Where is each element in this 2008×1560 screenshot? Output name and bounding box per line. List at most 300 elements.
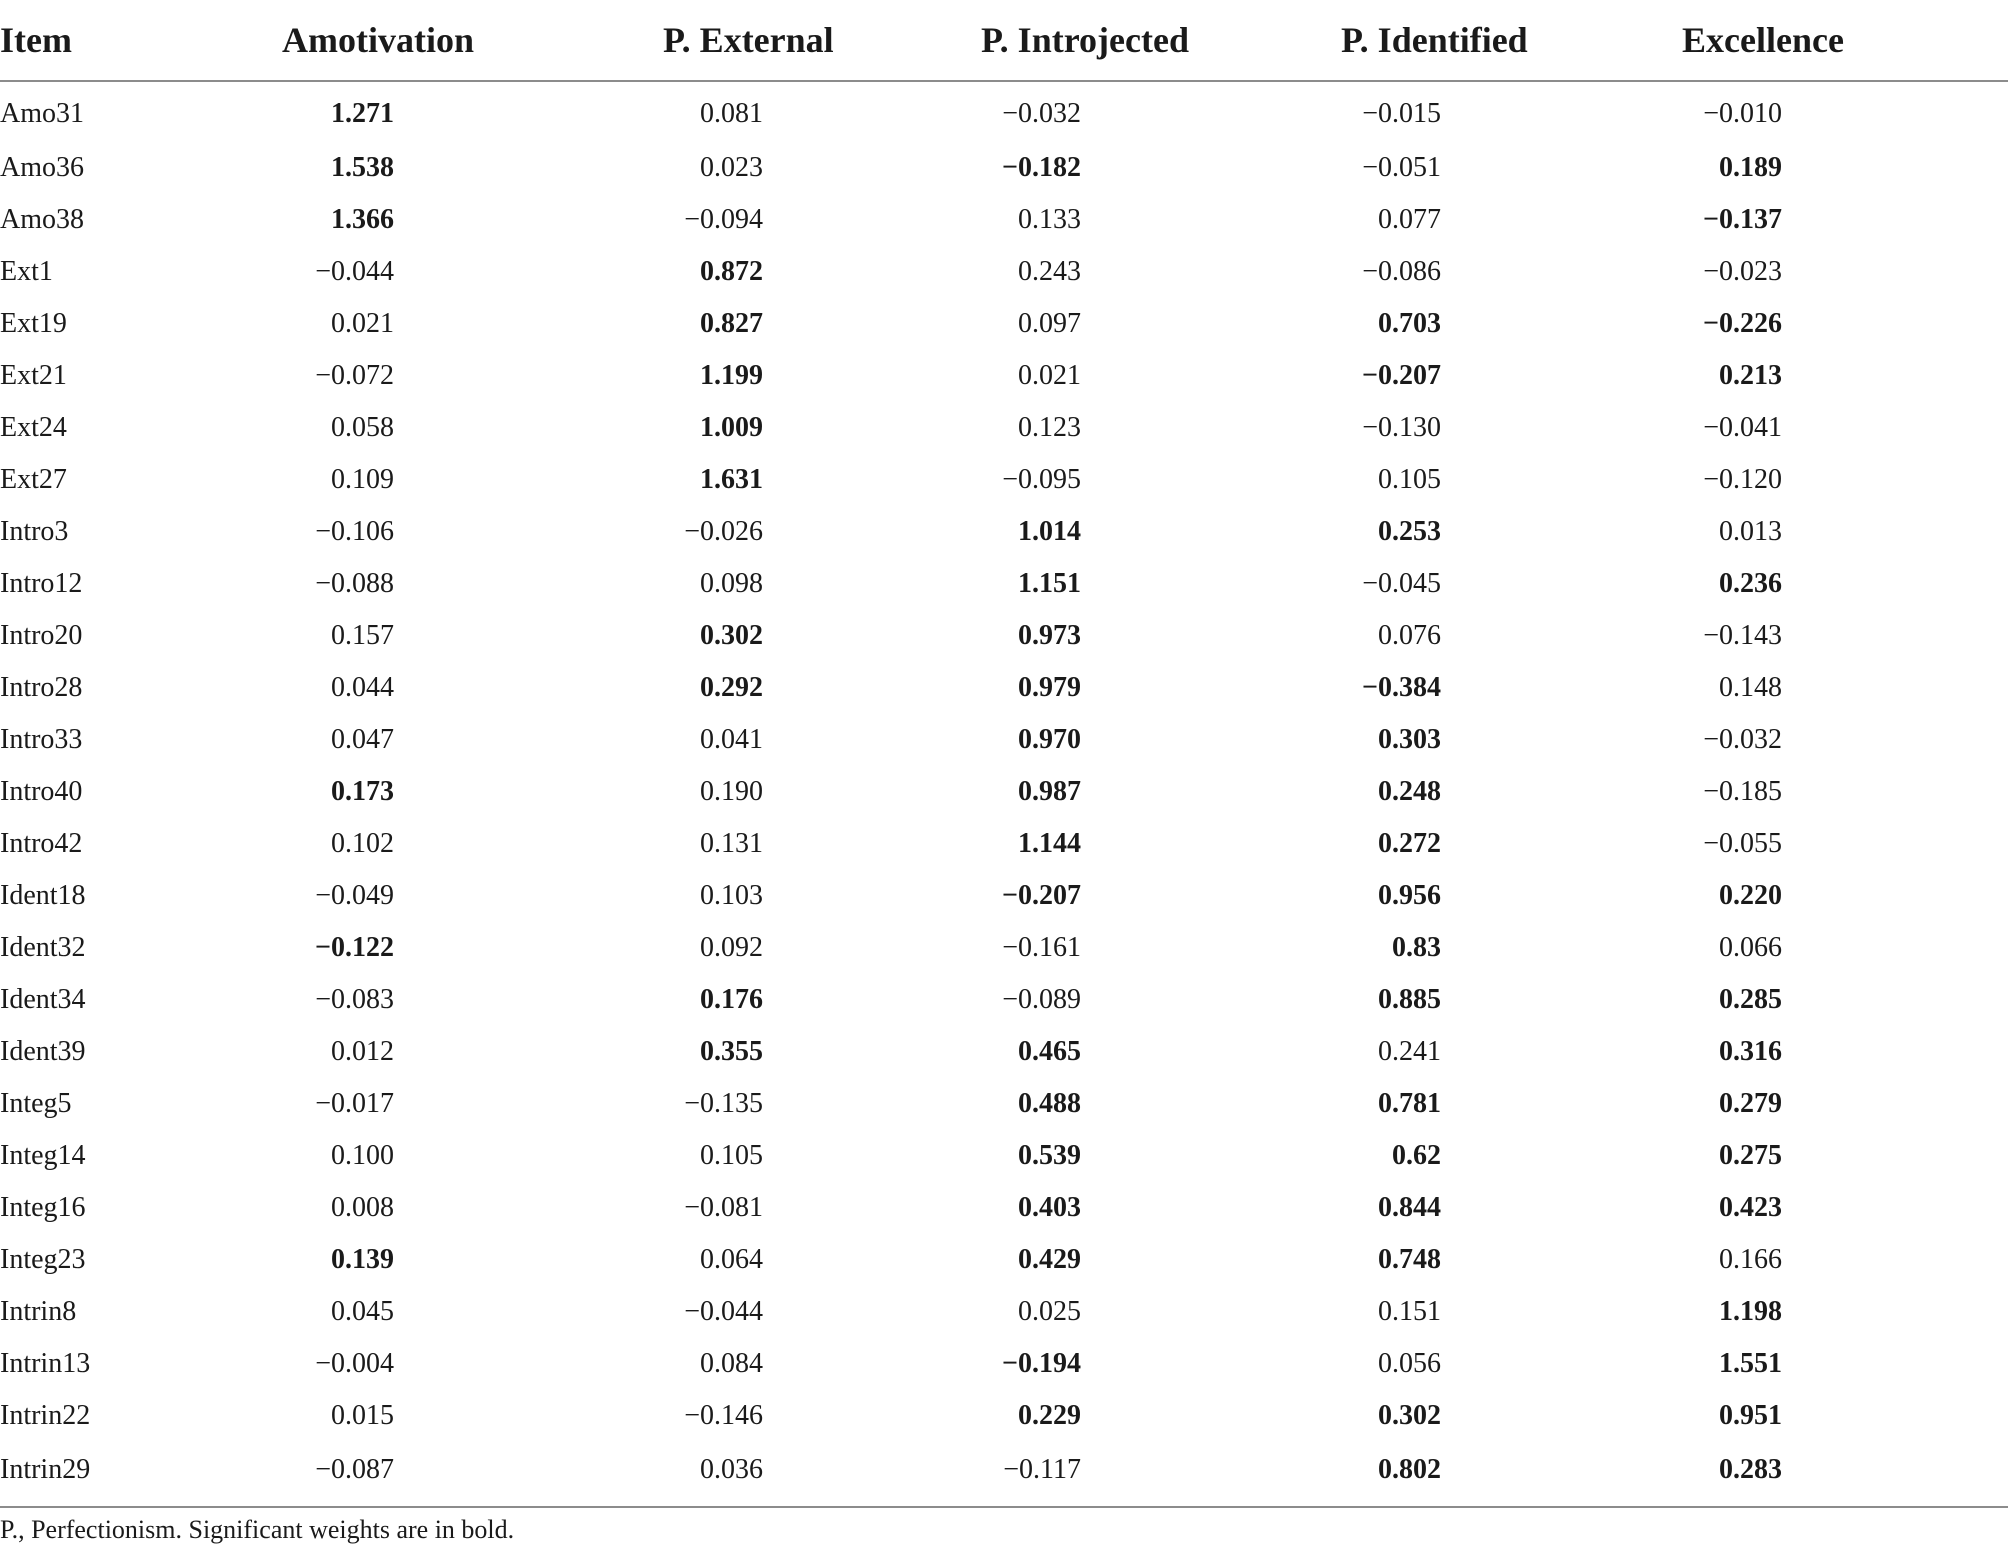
loading-value: 0.241 (1378, 1036, 1441, 1067)
loading-cell (1682, 1130, 2008, 1182)
loading-cell (282, 818, 663, 870)
loading-value: −0.089 (1002, 984, 1081, 1015)
row-item-label: Ext1 (0, 256, 53, 287)
loading-value: 0.157 (331, 620, 394, 651)
loading-cell (663, 1182, 981, 1234)
row-item-label: Ident18 (0, 880, 86, 911)
loading-value: 0.403 (1018, 1192, 1081, 1223)
loading-cell (981, 870, 1341, 922)
loading-cell (981, 974, 1341, 1026)
loading-cell (981, 1182, 1341, 1234)
loading-value: 0.844 (1378, 1192, 1441, 1223)
loading-value: −0.185 (1703, 776, 1782, 807)
loading-cell (663, 81, 981, 142)
table-row (0, 714, 2008, 766)
loading-value: 0.013 (1719, 516, 1782, 547)
loading-cell (1341, 1026, 1682, 1078)
header-excellence: Excellence (1682, 0, 2008, 81)
table-footnote: P., Perfectionism. Significant weights are in bold. (0, 1515, 515, 1544)
loading-cell (282, 558, 663, 610)
loading-value: 0.781 (1378, 1088, 1441, 1119)
loading-cell (1682, 1234, 2008, 1286)
loading-value: 0.272 (1378, 828, 1441, 859)
loading-value: −0.081 (684, 1192, 763, 1223)
loading-cell (282, 1234, 663, 1286)
loading-cell (1341, 1286, 1682, 1338)
loading-value: −0.182 (1002, 152, 1081, 183)
loading-value: −0.161 (1002, 932, 1081, 963)
row-item-label: Amo38 (0, 204, 84, 235)
loading-value: 0.285 (1719, 984, 1782, 1015)
loading-value: −0.004 (315, 1348, 394, 1379)
loading-cell (282, 194, 663, 246)
loading-cell (981, 1338, 1341, 1390)
loading-value: −0.207 (1362, 360, 1441, 391)
row-item-label: Integ14 (0, 1140, 86, 1171)
loading-value: 0.827 (700, 308, 763, 339)
loading-value: 0.248 (1378, 776, 1441, 807)
table-row (0, 1442, 2008, 1507)
loading-cell (1341, 610, 1682, 662)
loading-cell (663, 194, 981, 246)
loading-value: 0.131 (700, 828, 763, 859)
loading-value: −0.044 (315, 256, 394, 287)
loading-cell (981, 298, 1341, 350)
loading-cell (1341, 1182, 1682, 1234)
loading-value: 0.488 (1018, 1088, 1081, 1119)
loading-value: −0.130 (1362, 412, 1441, 443)
loading-cell (1682, 766, 2008, 818)
loading-value: 0.166 (1719, 1244, 1782, 1275)
loading-cell (663, 714, 981, 766)
loading-cell (981, 1234, 1341, 1286)
loading-cell (663, 818, 981, 870)
loading-value: 0.189 (1719, 152, 1782, 183)
loading-value: −0.088 (315, 568, 394, 599)
header-p-introjected: P. Introjected (981, 0, 1341, 81)
loading-cell (663, 1078, 981, 1130)
loading-cell (1682, 1286, 2008, 1338)
loading-value: −0.146 (684, 1400, 763, 1431)
loading-value: 0.021 (331, 308, 394, 339)
loading-value: 0.83 (1392, 932, 1441, 963)
loading-value: −0.017 (315, 1088, 394, 1119)
loading-value: 0.092 (700, 932, 763, 963)
loading-cell (1682, 870, 2008, 922)
loading-value: 0.970 (1018, 724, 1081, 755)
loading-cell (981, 1130, 1341, 1182)
loading-value: 0.220 (1719, 880, 1782, 911)
table-header (0, 0, 2008, 81)
loading-cell (1682, 974, 2008, 1026)
row-item-label: Amo31 (0, 98, 84, 129)
loading-cell (282, 454, 663, 506)
loading-value: 0.023 (700, 152, 763, 183)
loading-value: 0.076 (1378, 620, 1441, 651)
loading-cell (282, 1182, 663, 1234)
header-p-identified: P. Identified (1341, 0, 1682, 81)
row-item-label: Intrin22 (0, 1400, 91, 1431)
loading-value: 0.021 (1018, 360, 1081, 391)
loading-value: 1.009 (700, 412, 763, 443)
loading-value: −0.026 (684, 516, 763, 547)
loading-cell (282, 1338, 663, 1390)
row-item-label: Integ5 (0, 1088, 72, 1119)
loading-value: 0.872 (700, 256, 763, 287)
header-row (0, 0, 2008, 81)
row-item-label: Amo36 (0, 152, 84, 183)
row-item-label: Ext27 (0, 464, 67, 495)
loading-value: 0.133 (1018, 204, 1081, 235)
table-row (0, 402, 2008, 454)
loading-value: −0.207 (1002, 880, 1081, 911)
loading-value: 0.956 (1378, 880, 1441, 911)
header-amotivation: Amotivation (282, 0, 663, 81)
loading-value: −0.032 (1703, 724, 1782, 755)
loading-cell (981, 610, 1341, 662)
loading-cell (282, 662, 663, 714)
loading-cell (1682, 142, 2008, 194)
table-row (0, 766, 2008, 818)
loading-value: −0.023 (1703, 256, 1782, 287)
loading-cell (1341, 1130, 1682, 1182)
loading-value: −0.095 (1002, 464, 1081, 495)
loading-cell (981, 1442, 1341, 1507)
loading-cell (1682, 610, 2008, 662)
loading-value: 0.064 (700, 1244, 763, 1275)
loading-value: 0.105 (1378, 464, 1441, 495)
loading-value: −0.384 (1362, 672, 1441, 703)
loading-cell (981, 454, 1341, 506)
loading-cell (663, 402, 981, 454)
row-item-label: Ext19 (0, 308, 67, 339)
loading-cell (663, 662, 981, 714)
row-item-label: Intro20 (0, 620, 83, 651)
loading-cell (1682, 1026, 2008, 1078)
loading-value: 0.465 (1018, 1036, 1081, 1067)
loading-cell (1682, 81, 2008, 142)
table-row (0, 506, 2008, 558)
loading-cell (282, 766, 663, 818)
table-row (0, 1182, 2008, 1234)
loading-cell (981, 1286, 1341, 1338)
loading-value: 0.173 (331, 776, 394, 807)
loading-value: 0.151 (1378, 1296, 1441, 1327)
loading-value: −0.032 (1002, 98, 1081, 129)
loading-cell (282, 610, 663, 662)
table-row (0, 1234, 2008, 1286)
loading-cell (1341, 766, 1682, 818)
loading-value: 0.100 (331, 1140, 394, 1171)
row-item-label: Integ23 (0, 1244, 86, 1275)
loading-cell (981, 1026, 1341, 1078)
loading-value: 0.951 (1719, 1400, 1782, 1431)
loading-cell (282, 81, 663, 142)
loading-cell (981, 818, 1341, 870)
loading-cell (663, 246, 981, 298)
loading-value: 0.109 (331, 464, 394, 495)
loading-value: 0.703 (1378, 308, 1441, 339)
loading-value: 1.144 (1018, 828, 1081, 859)
loading-value: 0.539 (1018, 1140, 1081, 1171)
loading-cell (282, 298, 663, 350)
table-row (0, 1026, 2008, 1078)
loading-cell (663, 1286, 981, 1338)
loading-cell (981, 350, 1341, 402)
loading-value: −0.086 (1362, 256, 1441, 287)
row-item-label: Ident32 (0, 932, 86, 963)
loading-value: 0.302 (1378, 1400, 1441, 1431)
loading-cell (1341, 1338, 1682, 1390)
loading-value: 0.045 (331, 1296, 394, 1327)
loading-cell (282, 1286, 663, 1338)
loading-cell (663, 922, 981, 974)
table-row (0, 1130, 2008, 1182)
loading-value: 0.098 (700, 568, 763, 599)
loading-value: 0.015 (331, 1400, 394, 1431)
loading-cell (1341, 142, 1682, 194)
loading-cell (981, 714, 1341, 766)
loading-value: 0.885 (1378, 984, 1441, 1015)
table-row (0, 818, 2008, 870)
loading-value: 0.302 (700, 620, 763, 651)
loading-cell (663, 1338, 981, 1390)
loading-cell (981, 246, 1341, 298)
loading-value: 0.423 (1719, 1192, 1782, 1223)
row-item-label: Ext21 (0, 360, 67, 391)
loading-cell (663, 870, 981, 922)
loading-value: −0.120 (1703, 464, 1782, 495)
loading-value: −0.051 (1362, 152, 1441, 183)
loading-value: −0.143 (1703, 620, 1782, 651)
loading-cell (981, 194, 1341, 246)
loading-cell (1341, 298, 1682, 350)
loading-cell (663, 1026, 981, 1078)
loading-value: −0.094 (684, 204, 763, 235)
table-row (0, 298, 2008, 350)
loading-cell (981, 922, 1341, 974)
table-row (0, 1078, 2008, 1130)
loading-cell (282, 506, 663, 558)
loading-value: −0.135 (684, 1088, 763, 1119)
row-item-label: Intrin8 (0, 1296, 77, 1327)
loading-value: 0.123 (1018, 412, 1081, 443)
loading-cell (1341, 81, 1682, 142)
loading-value: 0.047 (331, 724, 394, 755)
loading-cell (1341, 818, 1682, 870)
loading-value: −0.226 (1703, 308, 1782, 339)
loading-value: −0.083 (315, 984, 394, 1015)
loading-value: 0.056 (1378, 1348, 1441, 1379)
loading-cell (282, 1026, 663, 1078)
loading-value: 0.066 (1719, 932, 1782, 963)
loading-cell (1682, 1078, 2008, 1130)
table-row (0, 1390, 2008, 1442)
loading-value: 0.139 (331, 1244, 394, 1275)
loading-cell (1682, 1390, 2008, 1442)
loading-cell (282, 402, 663, 454)
table-row (0, 194, 2008, 246)
loading-value: 0.077 (1378, 204, 1441, 235)
loading-value: 0.303 (1378, 724, 1441, 755)
loading-cell (1682, 194, 2008, 246)
loading-value: 0.62 (1392, 1140, 1441, 1171)
table-row (0, 81, 2008, 142)
table-row (0, 142, 2008, 194)
loading-cell (282, 870, 663, 922)
loading-cell (1341, 558, 1682, 610)
loading-value: −0.044 (684, 1296, 763, 1327)
loading-value: 0.213 (1719, 360, 1782, 391)
loading-value: 0.229 (1018, 1400, 1081, 1431)
loading-value: 0.102 (331, 828, 394, 859)
loading-value: −0.122 (315, 932, 394, 963)
loading-value: 0.243 (1018, 256, 1081, 287)
loading-cell (282, 350, 663, 402)
table-row (0, 246, 2008, 298)
loading-value: 0.979 (1018, 672, 1081, 703)
loading-value: 0.355 (700, 1036, 763, 1067)
table-row (0, 922, 2008, 974)
row-item-label: Intro28 (0, 672, 83, 703)
loading-value: −0.106 (315, 516, 394, 547)
loading-value: 0.105 (700, 1140, 763, 1171)
loading-cell (663, 506, 981, 558)
loading-cell (663, 142, 981, 194)
table-row (0, 974, 2008, 1026)
loading-cell (282, 1442, 663, 1507)
loading-value: 1.014 (1018, 516, 1081, 547)
loading-cell (1341, 1234, 1682, 1286)
loading-cell (663, 1130, 981, 1182)
loading-cell (1682, 818, 2008, 870)
loading-cell (282, 974, 663, 1026)
header-p-external: P. External (663, 0, 981, 81)
loading-value: 0.190 (700, 776, 763, 807)
loading-value: 0.148 (1719, 672, 1782, 703)
loading-cell (1682, 558, 2008, 610)
loading-cell (1341, 1390, 1682, 1442)
loading-cell (1341, 922, 1682, 974)
loading-value: 0.802 (1378, 1454, 1441, 1485)
loading-cell (1341, 662, 1682, 714)
loading-value: −0.072 (315, 360, 394, 391)
loading-cell (663, 1390, 981, 1442)
loading-value: 0.081 (700, 98, 763, 129)
loading-value: 0.058 (331, 412, 394, 443)
loading-cell (981, 402, 1341, 454)
loading-cell (282, 246, 663, 298)
table-row (0, 350, 2008, 402)
loading-cell (1341, 1442, 1682, 1507)
loading-cell (663, 1234, 981, 1286)
loading-value: 0.316 (1719, 1036, 1782, 1067)
loading-value: 0.176 (700, 984, 763, 1015)
loading-value: −0.015 (1362, 98, 1441, 129)
table-row (0, 1338, 2008, 1390)
header-item: Item (0, 0, 282, 81)
loading-cell (663, 1442, 981, 1507)
row-item-label: Intro42 (0, 828, 83, 859)
loading-cell (981, 142, 1341, 194)
loading-value: 1.199 (700, 360, 763, 391)
loading-value: 0.987 (1018, 776, 1081, 807)
loading-cell (663, 350, 981, 402)
loading-cell (1341, 246, 1682, 298)
loading-value: 0.041 (700, 724, 763, 755)
row-item-label: Intro3 (0, 516, 69, 547)
loading-value: 0.973 (1018, 620, 1081, 651)
loading-cell (1341, 350, 1682, 402)
loading-value: −0.087 (315, 1454, 394, 1485)
loading-cell (282, 714, 663, 766)
loading-cell (1341, 1078, 1682, 1130)
loading-value: 1.631 (700, 464, 763, 495)
loading-cell (1682, 1338, 2008, 1390)
table-row (0, 870, 2008, 922)
loading-cell (1341, 974, 1682, 1026)
row-item-label: Integ16 (0, 1192, 86, 1223)
loading-cell (1341, 402, 1682, 454)
loading-value: 0.044 (331, 672, 394, 703)
loading-cell (282, 1130, 663, 1182)
loading-cell (981, 506, 1341, 558)
loading-cell (1682, 714, 2008, 766)
loading-value: −0.117 (1003, 1454, 1081, 1485)
loading-value: −0.010 (1703, 98, 1782, 129)
loading-value: 0.429 (1018, 1244, 1081, 1275)
row-item-label: Intrin29 (0, 1442, 282, 1507)
loading-value: 0.283 (1719, 1454, 1782, 1485)
loading-value: 0.292 (700, 672, 763, 703)
table-row (0, 610, 2008, 662)
loading-cell (1682, 1442, 2008, 1507)
table-row (0, 558, 2008, 610)
loading-cell (1682, 662, 2008, 714)
loading-cell (282, 1390, 663, 1442)
loading-cell (981, 558, 1341, 610)
loading-cell (981, 1390, 1341, 1442)
loading-cell (1682, 402, 2008, 454)
loading-value: 1.271 (331, 98, 394, 129)
loading-cell (1341, 506, 1682, 558)
row-item-label: Intro33 (0, 724, 83, 755)
row-item-label: Intro40 (0, 776, 83, 807)
loading-value: 0.012 (331, 1036, 394, 1067)
loading-value: −0.137 (1703, 204, 1782, 235)
loading-cell (1682, 298, 2008, 350)
loading-value: 1.538 (331, 152, 394, 183)
loading-cell (981, 81, 1341, 142)
loading-cell (1682, 922, 2008, 974)
loading-cell (1341, 870, 1682, 922)
row-item-label: Intrin13 (0, 1348, 91, 1379)
loading-value: 1.151 (1018, 568, 1081, 599)
loading-value: −0.055 (1703, 828, 1782, 859)
loading-value: 0.236 (1719, 568, 1782, 599)
loading-cell (1341, 194, 1682, 246)
loading-value: 0.036 (700, 1454, 763, 1485)
loading-value: 0.103 (700, 880, 763, 911)
loading-cell (1682, 1182, 2008, 1234)
loading-value: 0.097 (1018, 308, 1081, 339)
loading-cell (981, 766, 1341, 818)
loading-cell (1682, 246, 2008, 298)
loading-value: −0.041 (1703, 412, 1782, 443)
loading-value: −0.049 (315, 880, 394, 911)
loading-cell (663, 610, 981, 662)
loading-cell (1682, 454, 2008, 506)
